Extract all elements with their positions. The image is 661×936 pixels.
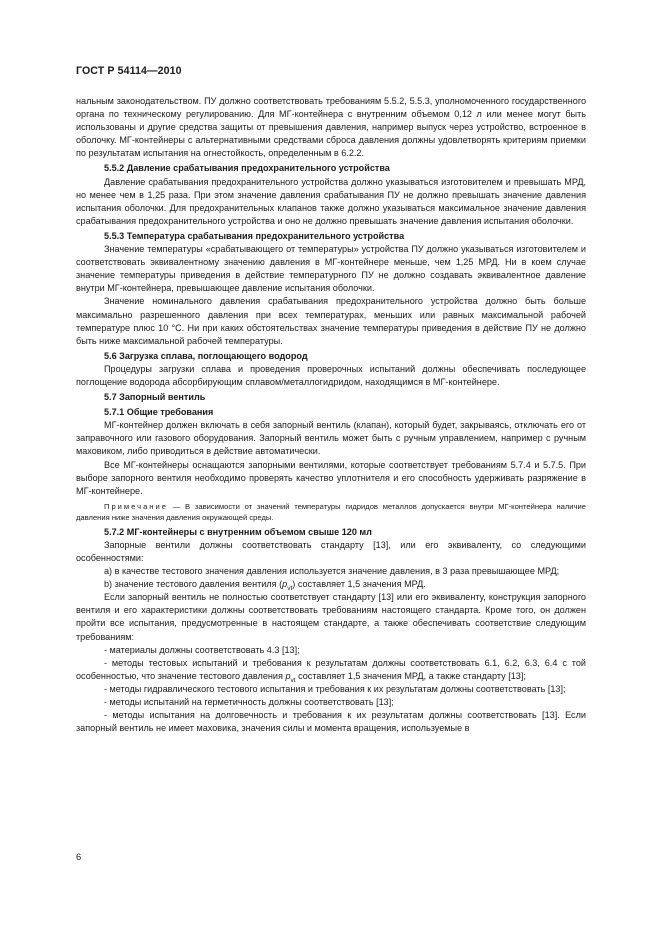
- note-label: Примечание: [104, 501, 168, 511]
- text-run: составляет 1,5 значения МРД, а также стандарту [13];: [295, 670, 526, 681]
- text-run: b) значение тестового давления вентиля (: [104, 579, 283, 590]
- paragraph: Значение температуры «срабатывающего от температуры» устройства ПУ должно указываться изготовителем и соответствовать эквивалентному значению давления в МГ-контейнере меньше, чем 1,25 МРД. Ни в коем случае значение температуры приведения в действие температурного ПУ не должно создавать эквивалентное давление внутри МГ-контейнера, превышающее давление испытания оболочки.: [76, 244, 586, 294]
- formula-symbol: p: [285, 670, 291, 681]
- section-heading: 5.5.3 Температура срабатывания предохранительного устройства: [104, 230, 405, 241]
- document-header: ГОСТ Р 54114—2010: [76, 65, 182, 77]
- list-item: [76, 657, 586, 683]
- section-heading: 5.7.1 Общие требования: [104, 407, 214, 418]
- list-item: - методы испытаний на герметичность должны соответствовать [13];: [104, 697, 394, 708]
- paragraph: МГ-контейнер должен включать в себя запорный вентиль (клапан), который будет, закрываясь, отключать его от заправочного или газового оборудования. Запорный вентиль может быть с ручным управлением, например с ручным маховиком, либо приводиться в действие автоматически.: [76, 420, 586, 457]
- section-heading: 5.7 Запорный вентиль: [104, 392, 206, 403]
- paragraph: Запорные вентили должны соответствовать стандарту [13], или его эквиваленту, со следующими особенностями:: [76, 539, 586, 563]
- note-text: — В зависимости от значений температуры гидридов металлов допускается внутри МГ-контейнера наличие давления ниже значения давления окружающей среды.: [76, 501, 586, 523]
- formula-subscript: vt: [287, 585, 293, 592]
- text-run: ) составляет 1,5 значения МРД.: [292, 579, 426, 590]
- section-heading: 5.7.2 МГ-контейнеры с внутренним объемом свыше 120 мл: [104, 526, 372, 537]
- list-item: - материалы должны соответствовать 4.3 [13];: [104, 644, 300, 655]
- note: [76, 501, 586, 524]
- list-item: [76, 578, 586, 591]
- formula-symbol: p: [282, 579, 288, 590]
- list-item: - методы испытания на долговечность и требования к их результатам должны соответствовать [13]. Если запорный вентиль не имеет маховика, значения силы и момента вращения, используемые в: [76, 710, 586, 734]
- paragraph: Давление срабатывания предохранительного устройства должно указываться изготовителем и превышать МРД, но менее чем в 1,25 раза. При этом значение давления срабатывания ПУ не должно превышать значение давления испытания оболочки. Для предохранительных клапанов также должно указываться максимальное значение давления срабатывания предохранительного устройства и оно не должно превышать значение давления испытания оболочки.: [76, 176, 586, 226]
- section-heading: 5.6 Загрузка сплава, поглощающего водород: [104, 350, 308, 361]
- document-body: [76, 95, 586, 735]
- paragraph: Значение номинального давления срабатывания предохранительного устройства должно быть больше максимально разрешенного давления при всех температурах, меньших или равных максимальной рабочей температуре плюс 10 °С. Ни при каких обстоятельствах значение температуры приведения в действие ПУ не должно быть ниже максимальной рабочей температуры.: [76, 296, 586, 346]
- paragraph: нальным законодательством. ПУ должно соответствовать требованиям 5.5.2, 5.5.3, уполномоченного государственного органа по техническому регулированию. Для МГ-контейнера с внутренним объемом 0,12 л или менее могут быть использованы и другие средства защиты от превышения давления, например выпуск через устройство, встроенное в оболочку. МГ-контейнеры с альтернативными средствами сброса давления должны удовлетворять критериям приемки по результатам испытания на огнестойкость, определенным в 6.2.2.: [76, 96, 586, 159]
- section-heading: 5.5.2 Давление срабатывания предохранительного устройства: [104, 163, 390, 174]
- text-run: - методы тестовых испытаний и требования к результатам должны соответствовать 6.1, 6.2, 6.3, 6.4 с той особенностью, что значение тестового давления: [76, 657, 586, 681]
- formula-subscript: vt: [290, 676, 296, 684]
- list-item: а) в качестве тестового значения давления используется значение давления, в 3 раза превышающее МРД;: [104, 566, 560, 577]
- page-number: 6: [76, 851, 82, 862]
- paragraph: Если запорный вентиль не полностью соответствует стандарту [13] или его эквиваленту, конструкция запорного вентиля и его характеристики должны соответствовать требованиям настоящего стандарта. Кроме того, он должен пройти все испытания, предусмотренные в настоящем стандарте, а также обеспечивать соответствие следующим требованиям:: [76, 592, 586, 642]
- paragraph: Все МГ-контейнеры оснащаются запорными вентилями, которые соответствует требованиям 5.7.4 и 5.7.5. При выборе запорного вентиля необходимо проверять качество уплотнителя и его способность удерживать разряжение в МГ-контейнере.: [76, 459, 586, 496]
- paragraph: Процедуры загрузки сплава и проведения проверочных испытаний должны обеспечивать последующее поглощение водорода абсорбирующим сплавом/металлогидридом, находящимся в МГ-контейнере.: [76, 363, 586, 387]
- list-item: - методы гидравлического тестового испытания и требования к их результатам должны соответствовать [13];: [104, 683, 566, 694]
